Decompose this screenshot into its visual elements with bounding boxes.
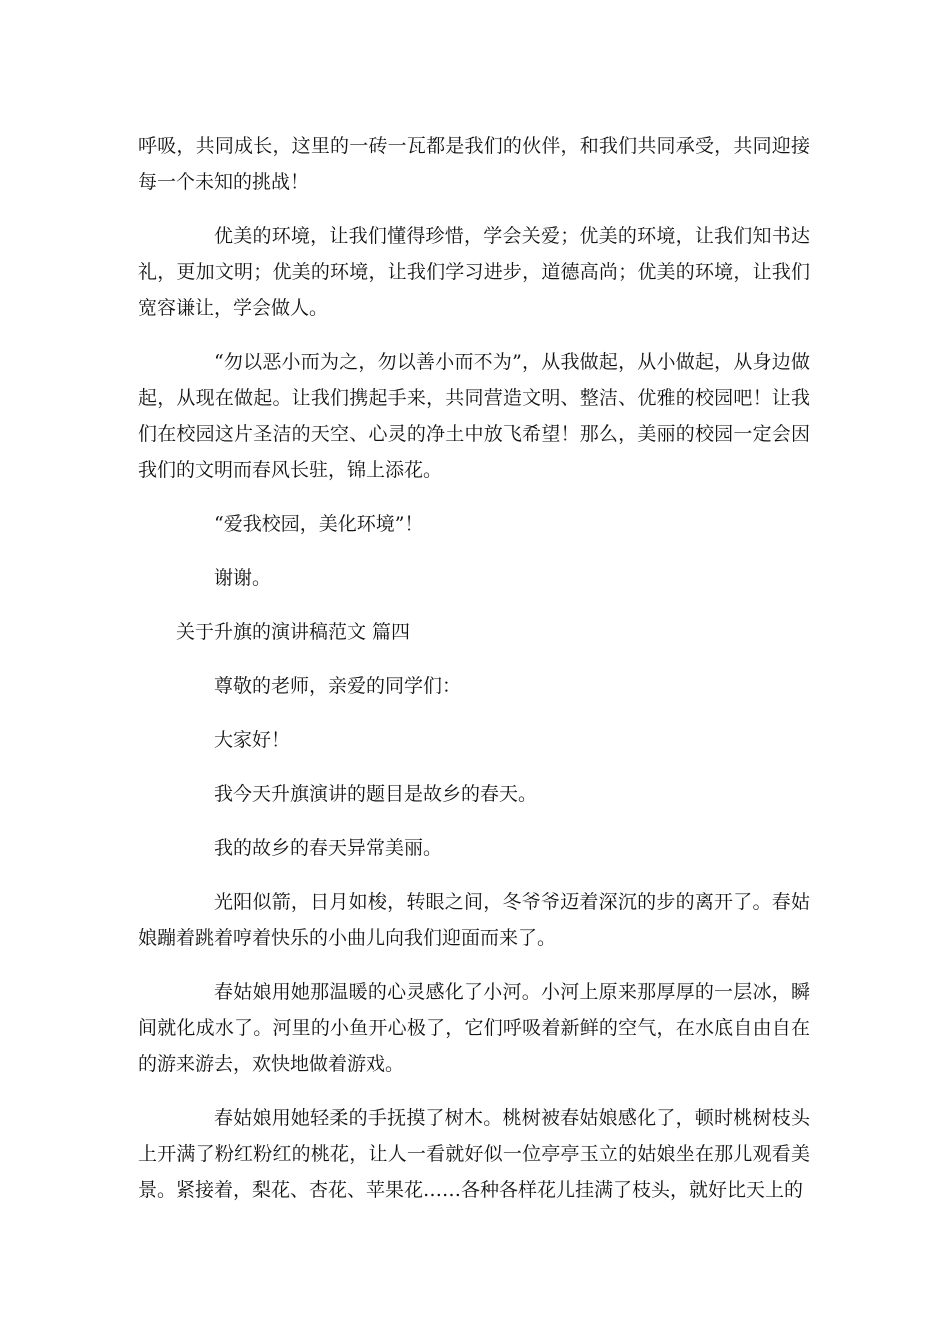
paragraph-greeting: 大家好！ — [214, 729, 291, 751]
paragraph-environment: 优美的环境，让我们懂得珍惜，学会关爱；优美的环境，让我们知书达礼，更加文明；优美的环境，让我们学习进步，道德高尚；优美的环境，让我们宽容谦让，学会做人。 — [138, 225, 810, 319]
paragraph-intro: 我的故乡的春天异常美丽。 — [214, 837, 443, 859]
document-body — [138, 128, 810, 1226]
paragraph-salutation: 尊敬的老师，亲爱的同学们： — [214, 675, 462, 697]
paragraph-river: 春姑娘用她那温暖的心灵感化了小河。小河上原来那厚厚的一层冰，瞬间就化成水了。河里的小鱼开心极了，它们呼吸着新鲜的空气，在水底自由自在的游来游去，欢快地做着游戏。 — [138, 981, 810, 1075]
paragraph-thanks: 谢谢。 — [214, 567, 272, 589]
paragraph-trees: 春姑娘用她轻柔的手抚摸了树木。桃树被春姑娘感化了，顿时桃树枝头上开满了粉红粉红的桃花，让人一看就好似一位亭亭玉立的姑娘坐在那儿观看美景。紧接着，梨花、杏花、苹果花……各种各样花儿挂满了枝头，就好比天上的 — [138, 1107, 810, 1201]
paragraph-slogan: “爱我校园，美化环境”！ — [214, 513, 424, 535]
paragraph-time-passing: 光阳似箭，日月如梭，转眼之间，冬爷爷迈着深沉的步的离开了。春姑娘蹦着跳着哼着快乐的小曲儿向我们迎面而来了。 — [138, 891, 810, 949]
section-heading: 关于升旗的演讲稿范文 篇四 — [176, 621, 411, 643]
paragraph-topic: 我今天升旗演讲的题目是故乡的春天。 — [214, 783, 538, 805]
paragraph-continuation: 呼吸，共同成长，这里的一砖一瓦都是我们的伙伴，和我们共同承受，共同迎接每一个未知的挑战！ — [138, 135, 810, 193]
paragraph-call-to-action: “勿以恶小而为之，勿以善小而不为”，从我做起，从小做起，从身边做起，从现在做起。让我们携起手来，共同营造文明、整洁、优雅的校园吧！让我们在校园这片圣洁的天空、心灵的净土中放飞希望！那么，美丽的校园一定会因我们的文明而春风长驻，锦上添花。 — [138, 351, 810, 481]
